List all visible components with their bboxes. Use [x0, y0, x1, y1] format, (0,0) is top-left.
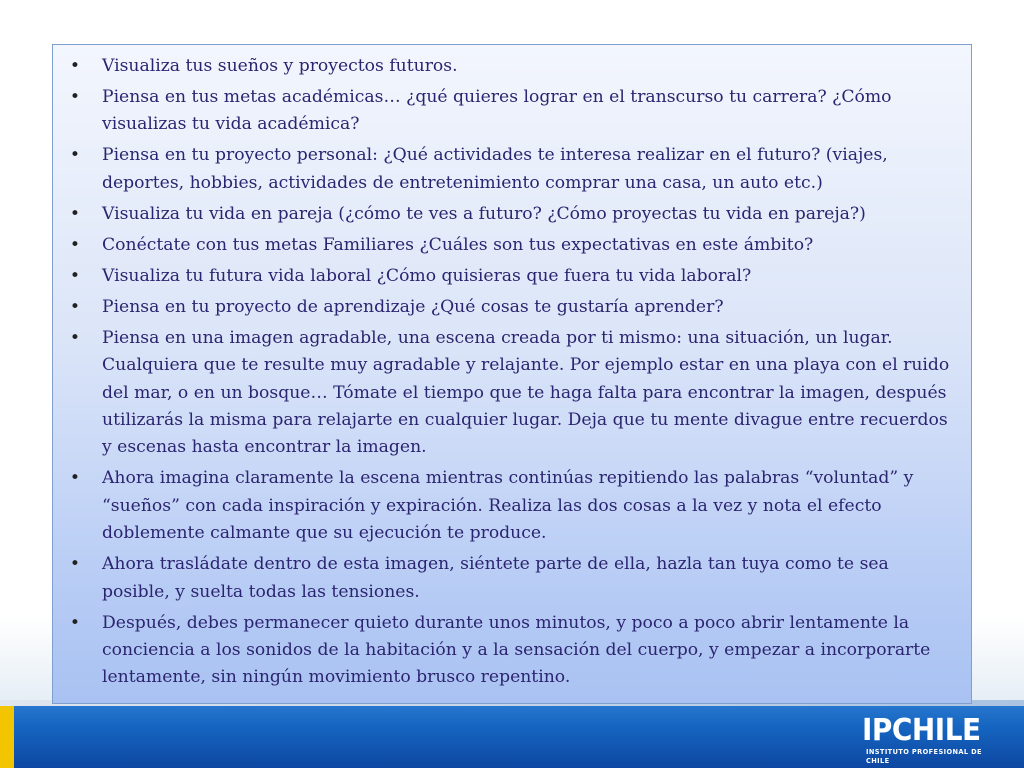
bullet-item [61, 551, 957, 606]
bullet-text: Visualiza tu vida en pareja (¿cómo te ves a futuro? ¿Cómo proyectas tu vida en pareja?) [102, 203, 866, 224]
bullet-dot-icon: • [69, 554, 81, 575]
bullet-dot-icon: • [69, 265, 81, 286]
bullet-text: Piensa en tus metas académicas… ¿qué quieres lograr en el transcurso tu carrera? ¿Cómo visualizas tu vida académica? [102, 87, 892, 135]
bullet-text: Ahora imagina claramente la escena mientras continúas repitiendo las palabras “voluntad” y “sueños” con cada inspiración y expiración. Realiza las dos cosas a la vez y nota el efecto doblemente calmante que su ejecución te produce. [102, 468, 914, 544]
bullet-item [61, 53, 957, 80]
content-text-box [52, 44, 972, 704]
bullet-text: Piensa en una imagen agradable, una escena creada por ti mismo: una situación, un lugar. Cualquiera que te resulte muy agradable y relajante. Por ejemplo estar en una playa con el ruido del mar, o en un bosque… Tómate el tiempo que te haga falta para encontrar la imagen, después utilizarás la misma para relajarte en cualquier lugar. Deja que tu mente divague entre recuerdos y escenas hasta encontrar la imagen. [102, 327, 950, 458]
ipchile-logo [862, 713, 1004, 765]
bullet-text: Visualiza tus sueños y proyectos futuros. [102, 56, 458, 76]
logo-subtitle: INSTITUTO PROFESIONAL DE CHILE [866, 748, 982, 765]
bullet-text: Visualiza tu futura vida laboral ¿Cómo quisieras que fuera tu vida laboral? [102, 265, 752, 286]
bullet-dot-icon: • [69, 203, 81, 224]
bullet-dot-icon: • [69, 234, 81, 255]
bullet-item [61, 294, 957, 321]
bullet-text: Piensa en tu proyecto de aprendizaje ¿Qué cosas te gustaría aprender? [102, 296, 724, 317]
bullet-dot-icon: • [69, 468, 81, 489]
footer-yellow-accent [0, 706, 14, 768]
bullet-text: Ahora trasládate dentro de esta imagen, siéntete parte de ella, hazla tan tuya como te sea posible, y suelta todas las tensiones. [102, 554, 889, 602]
bullet-item [61, 201, 957, 228]
bullet-item [61, 84, 957, 139]
bullet-item [61, 263, 957, 290]
logo-wordmark: IPCHILE [862, 713, 981, 748]
bullet-dot-icon: • [69, 87, 81, 107]
bullet-text: Conéctate con tus metas Familiares ¿Cuáles son tus expectativas en este ámbito? [102, 234, 814, 255]
bullet-text: Después, debes permanecer quieto durante unos minutos, y poco a poco abrir lentamente la conciencia a los sonidos de la habitación y a la sensación del cuerpo, y empezar a incorporarte lentamente, sin ningún movimiento brusco repentino. [102, 612, 931, 688]
bullet-item [61, 142, 957, 197]
bullet-dot-icon: • [69, 327, 81, 348]
bullet-dot-icon: • [69, 612, 81, 633]
bullet-dot-icon: • [69, 56, 81, 76]
bullet-item [61, 232, 957, 259]
bullet-dot-icon: • [69, 296, 81, 317]
bullet-item [61, 325, 957, 462]
bullet-item [61, 610, 957, 692]
bullet-text: Piensa en tu proyecto personal: ¿Qué actividades te interesa realizar en el futuro? (viajes, deportes, hobbies, actividades de entretenimiento comprar una casa, un auto etc.) [102, 145, 888, 193]
bullet-dot-icon: • [69, 145, 81, 166]
bullet-item [61, 465, 957, 547]
bullet-list [61, 53, 957, 692]
